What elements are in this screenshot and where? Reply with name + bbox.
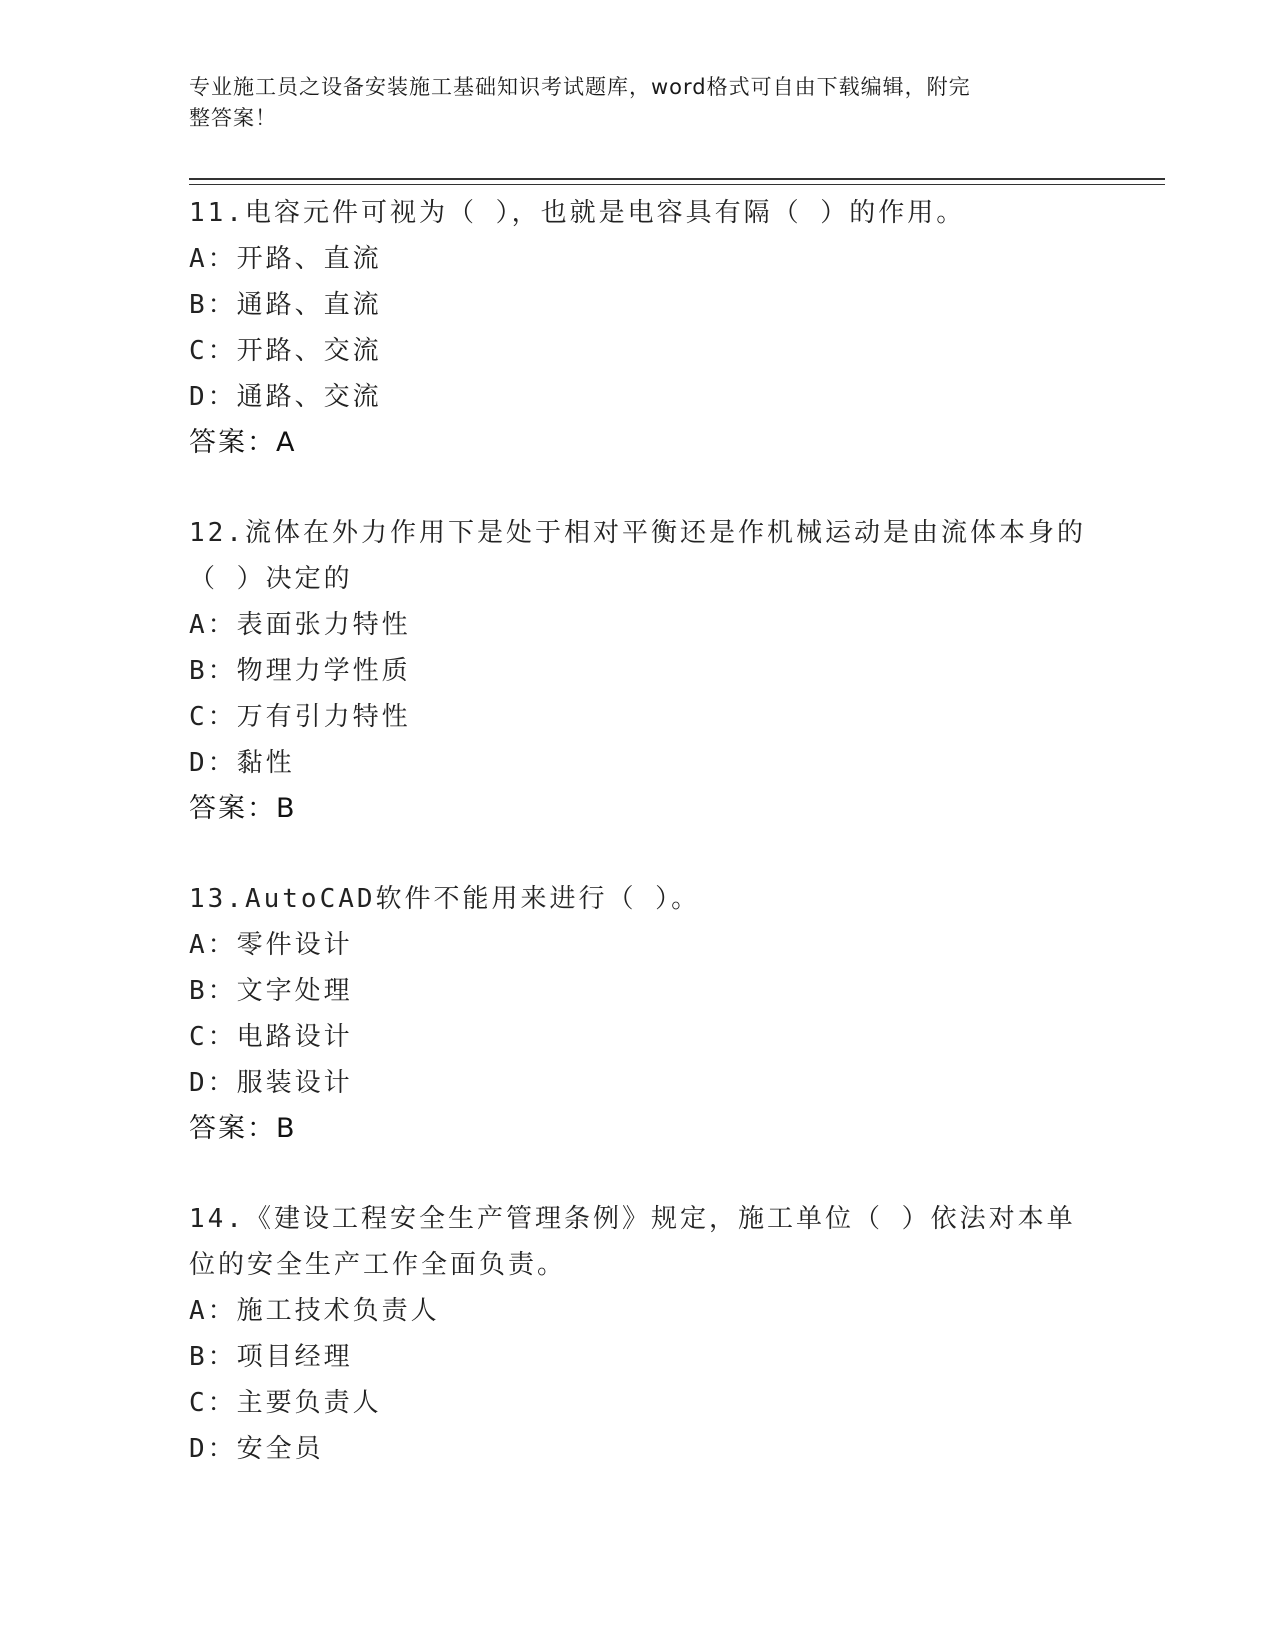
question-14	[189, 1196, 1089, 1472]
question-stem-continued: （ ）决定的	[189, 564, 353, 594]
option-d: D：黏性	[189, 748, 295, 778]
question-13	[189, 876, 1089, 1152]
answer-line: 答案：B	[189, 1113, 297, 1144]
question-stem: 14.《建设工程安全生产管理条例》规定，施工单位（ ）依法对本单	[189, 1204, 1076, 1234]
question-stem: 13.AutoCAD软件不能用来进行（ ）。	[189, 884, 701, 914]
question-stem: 12.流体在外力作用下是处于相对平衡还是作机械运动是由流体本身的	[189, 518, 1086, 548]
option-c: C：开路、交流	[189, 336, 382, 366]
question-list	[189, 190, 1089, 1516]
question-stem: 11.电容元件可视为（ ），也就是电容具有隔（ ）的作用。	[189, 198, 966, 228]
header-line-2: 整答案！	[189, 106, 277, 130]
option-c: C：电路设计	[189, 1022, 353, 1052]
option-b: B：物理力学性质	[189, 656, 411, 686]
option-d: D：安全员	[189, 1434, 324, 1464]
option-a: A：施工技术负责人	[189, 1296, 440, 1326]
option-a: A：表面张力特性	[189, 610, 411, 640]
option-c: C：主要负责人	[189, 1388, 382, 1418]
question-stem-continued: 位的安全生产工作全面负责。	[189, 1250, 567, 1280]
option-b: B：项目经理	[189, 1342, 353, 1372]
header-line-1: 专业施工员之设备安装施工基础知识考试题库，word格式可自由下载编辑，附完	[189, 75, 971, 99]
option-d: D：通路、交流	[189, 382, 382, 412]
option-b: B：通路、直流	[189, 290, 382, 320]
option-a: A：零件设计	[189, 930, 353, 960]
answer-line: 答案：A	[189, 427, 297, 458]
question-12	[189, 510, 1089, 832]
question-11	[189, 190, 1089, 466]
header-divider-thick	[189, 178, 1165, 180]
option-d: D：服装设计	[189, 1068, 353, 1098]
answer-line: 答案：B	[189, 793, 297, 824]
option-c: C：万有引力特性	[189, 702, 411, 732]
option-b: B：文字处理	[189, 976, 353, 1006]
document-header	[189, 72, 1069, 134]
header-divider-thin	[189, 184, 1165, 185]
option-a: A：开路、直流	[189, 244, 382, 274]
